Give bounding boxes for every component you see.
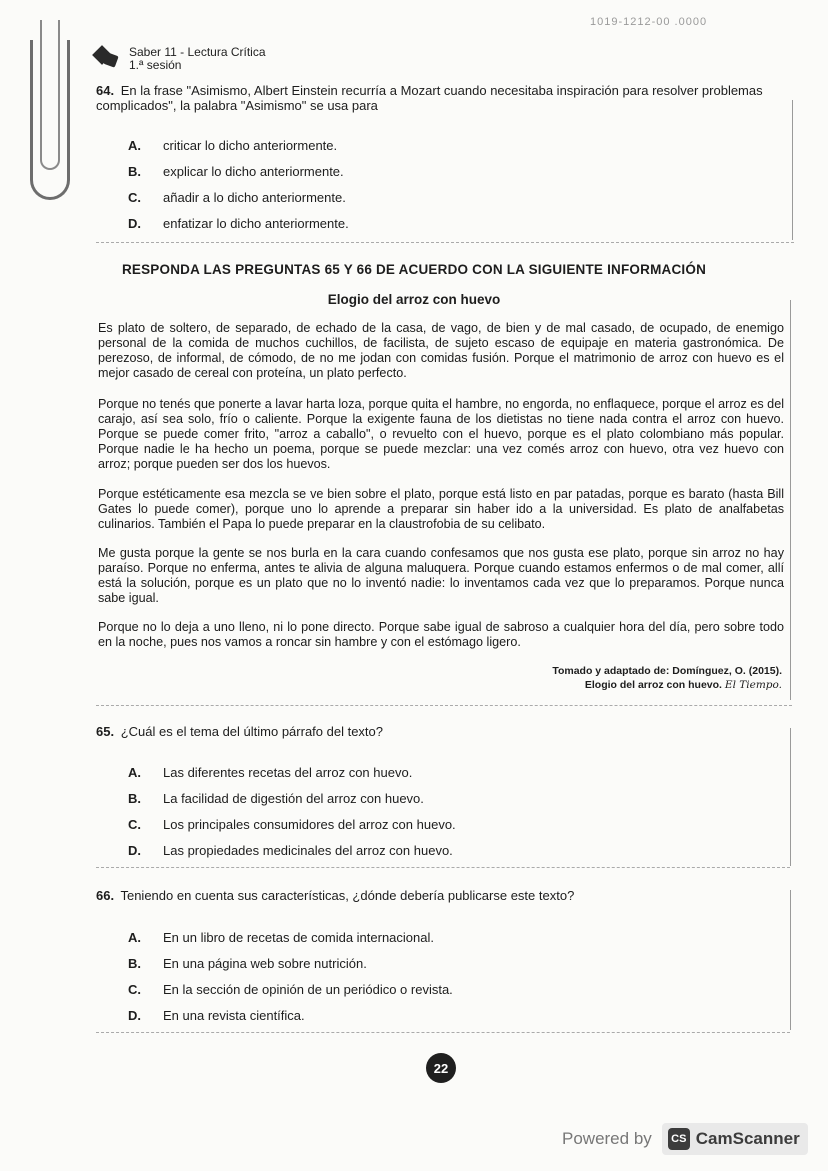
question-64 [96, 83, 790, 113]
option-a[interactable]: A. En un libro de recetas de comida internacional. [128, 929, 434, 945]
option-b[interactable]: B. La facilidad de digestión del arroz con huevo. [128, 790, 424, 806]
reading-source [552, 664, 782, 692]
source-line-1: Tomado y adaptado de: Domínguez, O. (2015). [552, 665, 782, 677]
divider [96, 242, 794, 243]
exam-title: Saber 11 - Lectura Crítica [129, 45, 266, 59]
q64-options [128, 132, 349, 236]
question-66 [96, 888, 790, 903]
option-d[interactable]: D. enfatizar lo dicho anteriormente. [128, 215, 349, 231]
question-text: ¿Cuál es el tema del último párrafo del texto? [120, 724, 384, 739]
camscanner-watermark [562, 1123, 808, 1155]
question-65 [96, 724, 790, 739]
reading-paragraph-4: Me gusta porque la gente se nos burla en la cara cuando confesamos que nos gusta ese plato, porque sin arroz no hay paraíso. Porque no enferma, antes te alivia de alguna maluquera. Porque cuando estamos enfermos o de mal comer, allí está la solución, porque es un plato que no lo inventó nadie: lo inventamos cada vez que lo preparamos. Porque nunca sabe igual. [98, 546, 784, 605]
source-line-2: Elogio del arroz con huevo. El Tiempo. [584, 679, 782, 691]
reading-paragraph-2: Porque no tenés que ponerte a lavar harta loza, porque quita el hambre, no engorda, no enflaquece, porque el arroz es del carajo, así sea solo, frío o caliente. Porque la exigente fauna de los dietistas no tiene nada contra el arroz con huevo. Porque se puede comer frito, "arroz a caballo", o revuelto con el huevo, porque es el plato colombiano más popular. Porque nadie le ha hecho un poema, porque se puede mezclar: una vez comés arroz con huevo, otra vez huevo con arroz; porque pueden ser dos los huevos. [98, 397, 784, 471]
option-a[interactable]: A. Las diferentes recetas del arroz con huevo. [128, 764, 413, 780]
document-code: 1019-1212-00 .0000 [590, 16, 708, 28]
session-label: 1.ª sesión [129, 58, 182, 72]
reading-title: Elogio del arroz con huevo [327, 292, 501, 307]
option-b[interactable]: B. En una página web sobre nutrición. [128, 955, 367, 971]
q65-options [128, 759, 456, 863]
reading-paragraph-1: Es plato de soltero, de separado, de echado de la casa, de vago, de bien y de mal casado, de ocupado, de enemigo personal de la comida de muchos cuchillos, de facilista, de sujeto escaso de equipaje en materia gastronómica. De perezoso, de informal, de cómodo, de no me jodan con comidas fusión. Porque el matrimonio de arroz con huevo es el mejor casado de cereal con proteína, un plato perfecto. [98, 321, 784, 380]
option-c[interactable]: C. Los principales consumidores del arroz con huevo. [128, 816, 456, 832]
powered-by-label: Powered by [562, 1129, 652, 1148]
q66-options [128, 924, 453, 1028]
reading-border [790, 300, 791, 700]
source-publication: El Tiempo. [724, 679, 782, 691]
exam-header [93, 46, 266, 72]
q64-border [792, 100, 793, 240]
question-text: Teniendo en cuenta sus características, ¿dónde debería publicarse este texto? [120, 888, 575, 903]
option-c[interactable]: C. añadir a lo dicho anteriormente. [128, 189, 346, 205]
camscanner-brand: CamScanner [695, 1129, 800, 1148]
reading-paragraph-5: Porque no lo deja a uno lleno, ni lo pone directo. Porque sabe igual de sabroso a cualquier hora del día, pero sobre todo en la noche, pues nos vamos a roncar sin hambre y con el estómago ligero. [98, 620, 784, 649]
question-number: 66. [96, 888, 115, 903]
icfes-logo-icon [93, 46, 121, 72]
divider [96, 867, 790, 868]
header-text [129, 46, 266, 72]
divider [96, 705, 792, 706]
camscanner-badge [662, 1123, 808, 1155]
paper-clip-inner-icon [40, 20, 60, 170]
question-number: 65. [96, 724, 115, 739]
question-text: En la frase "Asimismo, Albert Einstein recurría a Mozart cuando necesitaba inspiración para resolver problemas complicados", la palabra "Asimismo" se usa para [96, 83, 763, 113]
q65-border [790, 728, 791, 866]
option-b[interactable]: B. explicar lo dicho anteriormente. [128, 163, 344, 179]
option-d[interactable]: D. Las propiedades medicinales del arroz con huevo. [128, 842, 453, 858]
question-number: 64. [96, 83, 115, 98]
camscanner-logo-icon: CS [668, 1128, 690, 1150]
reading-instruction: RESPONDA LAS PREGUNTAS 65 Y 66 DE ACUERDO CON LA SIGUIENTE INFORMACIÓN [121, 262, 707, 277]
option-d[interactable]: D. En una revista científica. [128, 1007, 305, 1023]
page-number: 22 [426, 1053, 456, 1083]
q66-border [790, 890, 791, 1030]
divider [96, 1032, 790, 1033]
option-c[interactable]: C. En la sección de opinión de un periódico o revista. [128, 981, 453, 997]
reading-paragraph-3: Porque estéticamente esa mezcla se ve bien sobre el plato, porque está listo en par patadas, porque es barato (hasta Bill Gates lo puede comer), porque uno lo aprende a preparar sin haber ido a la universidad. Es plato de analfabetas culinarios. También el Papa lo puede preparar en la claustrofobia de su celibato. [98, 487, 784, 531]
option-a[interactable]: A. criticar lo dicho anteriormente. [128, 137, 338, 153]
